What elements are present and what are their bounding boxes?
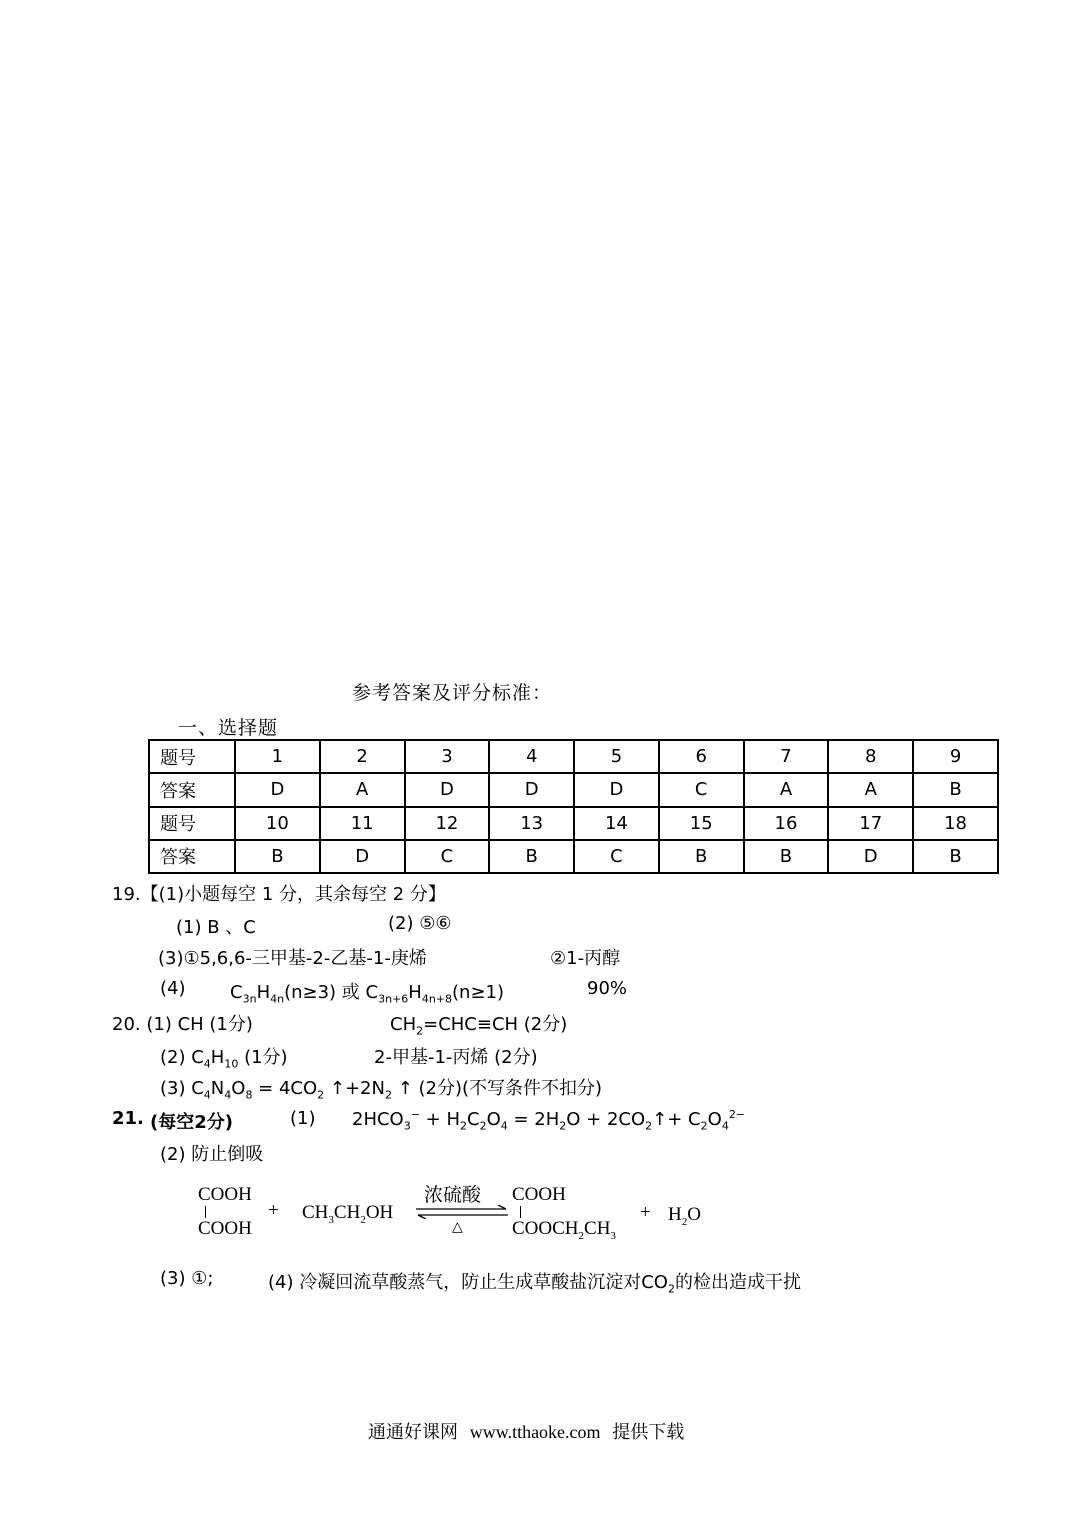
table-cell: A xyxy=(744,773,829,806)
table-cell: 8 xyxy=(828,740,913,773)
text-span: (1分) xyxy=(238,1047,288,1068)
q21-answer-4 xyxy=(268,1268,801,1296)
text-span: CH xyxy=(390,1014,417,1035)
table-row xyxy=(149,773,998,806)
table-cell: 5 xyxy=(574,740,659,773)
text-span: ↑+2N xyxy=(324,1078,385,1099)
table-row xyxy=(149,740,998,773)
table-cell: D xyxy=(489,773,574,806)
table-cell: 10 xyxy=(235,807,320,840)
table-cell: 3 xyxy=(405,740,490,773)
q20-answer-2b: 2-甲基-1-丙烯 (2分) xyxy=(374,1047,538,1068)
table-cell: 2 xyxy=(320,740,405,773)
row-label: 答案 xyxy=(149,840,235,873)
table-cell: B xyxy=(489,840,574,873)
table-cell: C xyxy=(405,840,490,873)
subscript: 3n xyxy=(242,992,257,1006)
text-span: ↑+ C xyxy=(652,1109,701,1130)
superscript: 2− xyxy=(728,1108,746,1121)
q20-answer-3 xyxy=(160,1074,602,1102)
text-span: O xyxy=(486,1109,501,1130)
table-cell: 12 xyxy=(405,807,490,840)
q19-answer-4-formula xyxy=(230,978,504,1006)
footer xyxy=(368,1418,684,1444)
catalyst-label: 浓硫酸 xyxy=(424,1184,482,1206)
q21-answer-3: (3) ①; xyxy=(160,1268,214,1289)
plus-sign: + xyxy=(268,1200,279,1221)
table-cell: A xyxy=(828,773,913,806)
reactant-oxalic-bottom: COOH xyxy=(198,1218,252,1239)
bond-line xyxy=(520,1206,521,1218)
q21-answer-1-equation xyxy=(352,1108,745,1133)
reactant-ethanol xyxy=(302,1202,393,1226)
text-span: + H xyxy=(419,1109,461,1130)
subscript: 4 xyxy=(203,1088,211,1102)
q21-number: 21. xyxy=(112,1108,144,1129)
footer-text: 提供下载 xyxy=(612,1422,685,1443)
subscript: 2 xyxy=(317,1088,325,1102)
q21-answer-2: (2) 防止倒吸 xyxy=(160,1144,264,1165)
table-cell: D xyxy=(320,840,405,873)
text-span: ↑ (2分)(不写条件不扣分) xyxy=(391,1078,603,1099)
table-cell: 13 xyxy=(489,807,574,840)
subscript: 2 xyxy=(667,1282,675,1296)
subscript: 3 xyxy=(610,1229,616,1242)
text-span: O xyxy=(687,1204,701,1225)
q19-heading: 19.【(1)小题每空 1 分，其余每空 2 分】 xyxy=(112,884,446,905)
product-top: COOH xyxy=(512,1184,566,1205)
row-label: 题号 xyxy=(149,807,235,840)
table-cell: B xyxy=(913,773,998,806)
table-cell: 6 xyxy=(659,740,744,773)
text-span: 2HCO xyxy=(352,1109,404,1130)
subscript: 4 xyxy=(721,1119,729,1133)
text-span: (3) C xyxy=(160,1078,204,1099)
heading: 参考答案及评分标准： xyxy=(352,682,553,704)
q19-answer-4-label: (4) xyxy=(160,978,186,999)
text-span: H xyxy=(668,1204,682,1225)
subscript: 2 xyxy=(645,1119,653,1133)
table-cell: 17 xyxy=(828,807,913,840)
text-span: (2) C xyxy=(160,1047,204,1068)
text-span: H xyxy=(408,982,422,1003)
subscript: 4 xyxy=(203,1057,211,1071)
heat-symbol: △ xyxy=(452,1219,463,1235)
table-cell: D xyxy=(405,773,490,806)
q19-answer-3a: (3)①5,6,6-三甲基-2-乙基-1-庚烯 xyxy=(158,948,427,969)
subscript: 2 xyxy=(559,1119,567,1133)
product-water xyxy=(668,1204,701,1228)
q19-answer-3b: ②1-丙醇 xyxy=(550,948,621,969)
product-bottom xyxy=(512,1218,616,1242)
text-span: O xyxy=(231,1078,246,1099)
table-cell: B xyxy=(659,840,744,873)
reactant-oxalic-top: COOH xyxy=(198,1184,252,1205)
reversible-arrow-icon xyxy=(414,1205,510,1219)
text-span: O xyxy=(707,1109,722,1130)
q19-answer-2: (2) ⑤⑥ xyxy=(388,913,452,934)
text-span: (n≥3) 或 C xyxy=(284,982,379,1003)
text-span: 的检出造成干扰 xyxy=(674,1272,801,1293)
table-cell: 11 xyxy=(320,807,405,840)
table-cell: 4 xyxy=(489,740,574,773)
superscript: − xyxy=(410,1108,420,1121)
subscript: 8 xyxy=(245,1088,253,1102)
section-title: 一、选择题 xyxy=(178,717,279,739)
text-span: CH xyxy=(584,1218,611,1239)
table-cell: 1 xyxy=(235,740,320,773)
table-cell: A xyxy=(320,773,405,806)
subscript: 3 xyxy=(403,1119,411,1133)
subscript: 2 xyxy=(460,1119,468,1133)
q20-answer-1a: 20. (1) CH (1分) xyxy=(112,1014,253,1035)
q19-answer-1: (1) B 、C xyxy=(176,917,256,938)
subscript: 2 xyxy=(700,1119,708,1133)
text-span: O + 2CO xyxy=(566,1109,646,1130)
subscript: 2 xyxy=(384,1088,392,1102)
text-span: H xyxy=(210,1047,225,1068)
text-span: =CHC≡CH (2分) xyxy=(423,1014,568,1035)
footer-site-name: 通通好课网 xyxy=(368,1422,458,1443)
text-span: CH xyxy=(333,1202,361,1223)
text-span: H xyxy=(256,982,271,1003)
table-cell: B xyxy=(235,840,320,873)
subscript: 2 xyxy=(578,1229,585,1242)
table-cell: B xyxy=(744,840,829,873)
table-cell: D xyxy=(235,773,320,806)
text-span: N xyxy=(210,1078,225,1099)
q21-answer-1-label: (1) xyxy=(290,1108,316,1129)
subscript: 3n+6 xyxy=(378,992,409,1006)
table-row xyxy=(149,807,998,840)
q19-answer-4-percent: 90% xyxy=(587,978,628,999)
row-label: 题号 xyxy=(149,740,235,773)
table-cell: C xyxy=(574,840,659,873)
plus-sign: + xyxy=(640,1202,651,1223)
answer-table xyxy=(148,739,999,874)
subscript: 4n+8 xyxy=(421,992,453,1006)
text-span: COOCH xyxy=(512,1218,579,1239)
text-span: C xyxy=(467,1109,480,1130)
text-span: OH xyxy=(365,1202,394,1223)
subscript: 2 xyxy=(360,1213,366,1226)
subscript: 2 xyxy=(681,1215,688,1228)
text-span: C xyxy=(230,982,243,1003)
text-span: CH xyxy=(302,1202,329,1223)
table-cell: 14 xyxy=(574,807,659,840)
text-span: (4) 冷凝回流草酸蒸气，防止生成草酸盐沉淀对CO xyxy=(268,1272,668,1293)
table-cell: B xyxy=(913,840,998,873)
text-span: = 2H xyxy=(507,1109,560,1130)
text-span: (n≥1) xyxy=(452,982,505,1003)
table-cell: D xyxy=(574,773,659,806)
table-cell: D xyxy=(828,840,913,873)
subscript: 3 xyxy=(328,1213,334,1226)
subscript: 4 xyxy=(500,1119,508,1133)
table-cell: 9 xyxy=(913,740,998,773)
table-cell: C xyxy=(659,773,744,806)
q20-answer-1b xyxy=(390,1010,567,1038)
table-cell: 16 xyxy=(744,807,829,840)
bond-line xyxy=(205,1206,206,1218)
subscript: 2 xyxy=(416,1024,424,1038)
subscript: 4 xyxy=(224,1088,232,1102)
q21-heading: (每空2分) xyxy=(150,1112,233,1133)
table-cell: 18 xyxy=(913,807,998,840)
footer-url[interactable]: www.tthaoke.com xyxy=(469,1422,601,1442)
subscript: 4n xyxy=(270,992,285,1006)
subscript: 10 xyxy=(224,1057,239,1071)
table-cell: 7 xyxy=(744,740,829,773)
row-label: 答案 xyxy=(149,773,235,806)
table-row xyxy=(149,840,998,873)
text-span: = 4CO xyxy=(252,1078,318,1099)
subscript: 2 xyxy=(479,1119,487,1133)
q20-answer-2a xyxy=(160,1043,288,1071)
table-cell: 15 xyxy=(659,807,744,840)
